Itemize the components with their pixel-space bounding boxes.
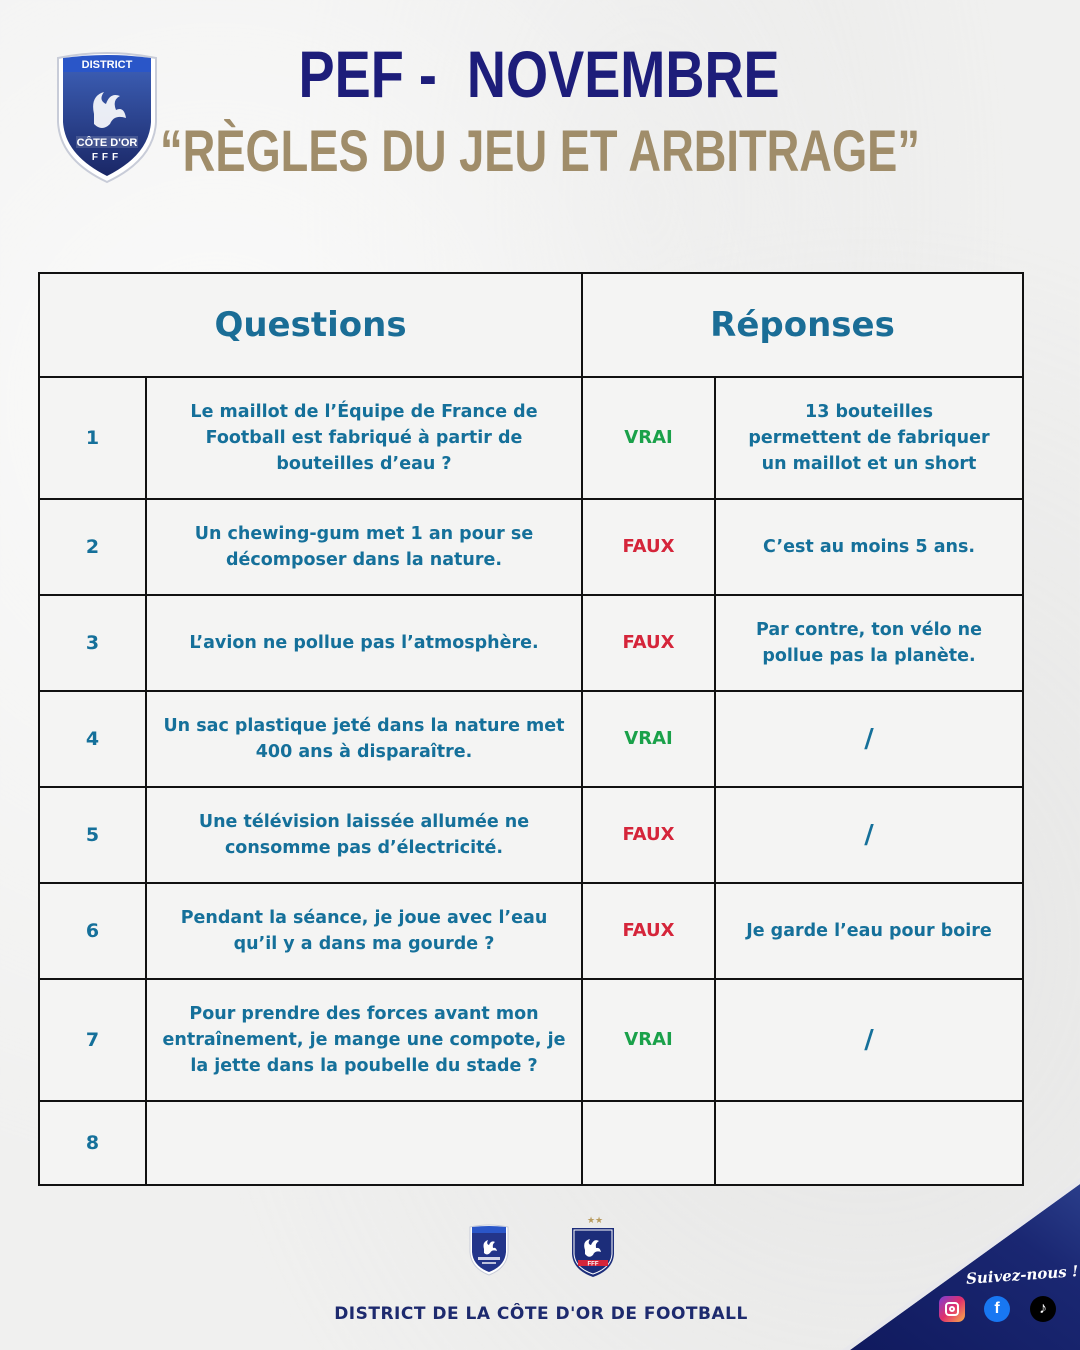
question-cell: L’avion ne pollue pas l’atmosphère. — [146, 595, 582, 691]
table-row — [39, 691, 1023, 787]
row-number: 1 — [39, 377, 146, 499]
table-row — [39, 499, 1023, 595]
verdict-cell: FAUX — [582, 787, 715, 883]
tiktok-glyph: ♪ — [1039, 1300, 1047, 1317]
logo-fff-text: FFF — [91, 152, 123, 163]
explanation-cell: / — [715, 979, 1023, 1101]
row-number: 6 — [39, 883, 146, 979]
verdict-cell: FAUX — [582, 883, 715, 979]
question-cell: Pour prendre des forces avant mon entraînement, je mange une compote, je la jette dans la poubelle du stade ? — [146, 979, 582, 1101]
verdict-cell: FAUX — [582, 499, 715, 595]
table-row — [39, 883, 1023, 979]
explanation-cell: Je garde l’eau pour boire — [715, 883, 1023, 979]
follow-us-text: Suivez-nous ! — [965, 1262, 1080, 1288]
svg-text:FFF: FFF — [587, 1261, 599, 1268]
row-number: 4 — [39, 691, 146, 787]
question-cell: Le maillot de l’Équipe de France de Football est fabriqué à partir de bouteilles d’eau ? — [146, 377, 582, 499]
svg-text:★: ★ — [595, 1216, 604, 1226]
row-number: 3 — [39, 595, 146, 691]
table-header-row — [39, 273, 1023, 377]
question-cell: Une télévision laissée allumée ne consomme pas d’électricité. — [146, 787, 582, 883]
facebook-icon[interactable] — [984, 1296, 1010, 1322]
question-cell — [146, 1101, 582, 1185]
explanation-cell: Par contre, ton vélo ne pollue pas la planète. — [715, 595, 1023, 691]
page-title: PEF - NOVEMBRE — [298, 37, 780, 111]
header-reponses: Réponses — [582, 273, 1023, 377]
verdict-cell: VRAI — [582, 979, 715, 1101]
table-row — [39, 787, 1023, 883]
verdict-cell: VRAI — [582, 377, 715, 499]
qa-table — [38, 272, 1024, 1186]
verdict-cell: FAUX — [582, 595, 715, 691]
row-number: 7 — [39, 979, 146, 1101]
instagram-icon[interactable] — [939, 1296, 965, 1322]
logo-district-text: DISTRICT — [81, 59, 133, 71]
header-questions: Questions — [39, 273, 582, 377]
table-row — [39, 979, 1023, 1101]
explanation-cell: C’est au moins 5 ans. — [715, 499, 1023, 595]
footer-org-name: DISTRICT DE LA CÔTE D'OR DE FOOTBALL — [334, 1304, 748, 1324]
explanation-cell: / — [715, 787, 1023, 883]
question-cell: Pendant la séance, je joue avec l’eau qu’il y a dans ma gourde ? — [146, 883, 582, 979]
verdict-cell — [582, 1101, 715, 1185]
tiktok-icon[interactable] — [1030, 1296, 1056, 1322]
facebook-glyph: f — [994, 1300, 1000, 1317]
row-number: 8 — [39, 1101, 146, 1185]
explanation-cell: 13 bouteilles permettent de fabriquer un maillot et un short — [715, 377, 1023, 499]
row-number: 2 — [39, 499, 146, 595]
verdict-cell: VRAI — [582, 691, 715, 787]
row-number: 5 — [39, 787, 146, 883]
district-logo-icon — [468, 1224, 510, 1276]
question-cell: Un sac plastique jeté dans la nature met 400 ans à disparaître. — [146, 691, 582, 787]
page-subtitle: “RÈGLES DU JEU ET ARBITRAGE” — [160, 119, 920, 184]
table-row — [39, 595, 1023, 691]
fff-logo-icon — [568, 1214, 618, 1278]
question-cell: Un chewing-gum met 1 an pour se décomposer dans la nature. — [146, 499, 582, 595]
explanation-cell: / — [715, 691, 1023, 787]
svg-text:★: ★ — [587, 1216, 596, 1226]
table-row — [39, 377, 1023, 499]
logo-cote-dor-text: CÔTE D'OR — [76, 137, 138, 149]
